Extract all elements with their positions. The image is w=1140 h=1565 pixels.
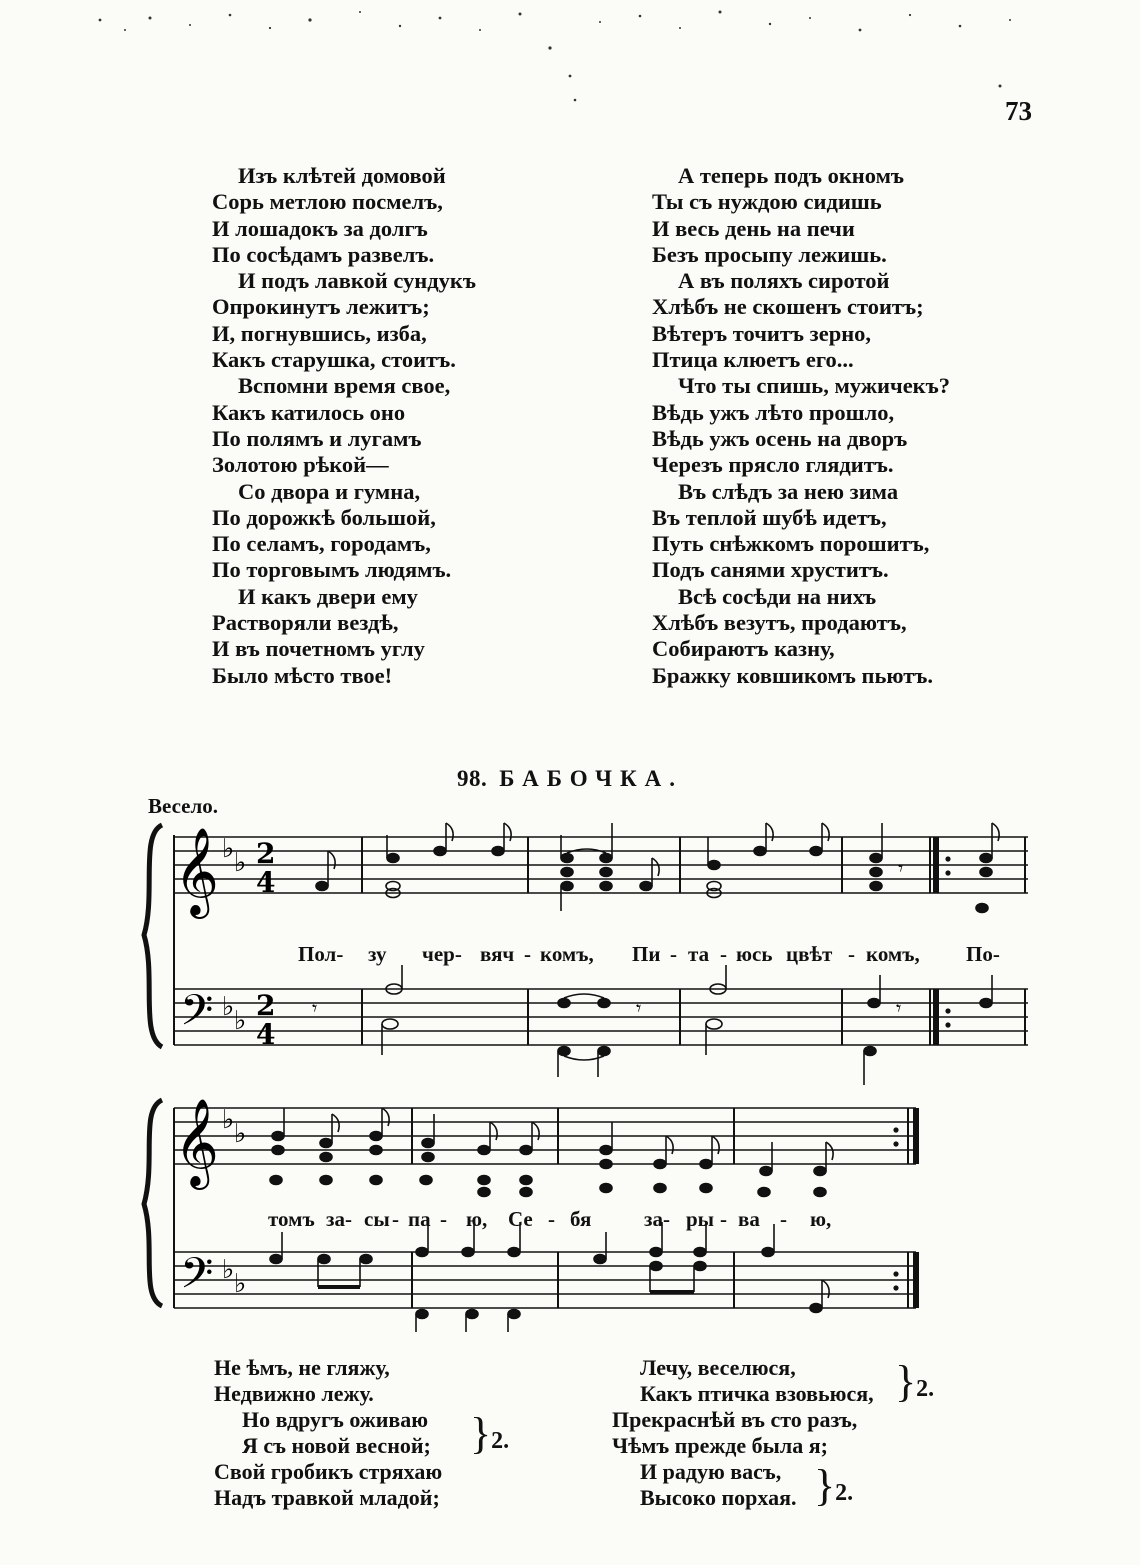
verse-line: Чѣмъ прежде была я; <box>612 1433 828 1458</box>
poem-line: А въ поляхъ сиротой <box>678 268 890 294</box>
poem-line: Со двора и гумна, <box>238 478 421 504</box>
verse-line: Недвижно лежу. <box>214 1381 374 1406</box>
song-title: БАБОЧКА. <box>499 766 684 791</box>
svg-text:-: - <box>720 942 727 966</box>
poem-line: А теперь подъ окномъ <box>678 163 905 188</box>
svg-text:зу: зу <box>368 942 387 966</box>
treble-staff <box>174 1108 916 1164</box>
time-signature <box>256 837 275 1051</box>
poem-line: Вспомни время свое, <box>238 373 451 399</box>
poem-line: Въ слѣдъ за нею зима <box>678 478 899 504</box>
poem-line: Сорь метлою посмелъ, <box>212 189 443 215</box>
verse-line: Надъ травкой младой; <box>214 1485 440 1510</box>
svg-text:бя: бя <box>570 1207 592 1231</box>
poem-line: Вѣдь ужъ лѣто прошло, <box>652 399 895 425</box>
poem-line: Бражку ковшикомъ пьютъ. <box>652 662 934 688</box>
poem-line: Ты съ нуждою сидишь <box>652 189 882 215</box>
svg-text:Пи: Пи <box>632 942 661 966</box>
page-number: 73 <box>1005 96 1032 126</box>
poem-line: Было мѣсто твое! <box>212 662 393 688</box>
svg-text:Се: Се <box>508 1207 533 1231</box>
svg-text:та: та <box>688 942 710 966</box>
repeat-brace: }2. <box>895 1357 935 1406</box>
verse-line: Какъ птичка взовьюся, <box>640 1381 874 1406</box>
tempo-marking: Весело. <box>148 794 219 818</box>
verse-line: Свой гробикъ стряхаю <box>214 1459 443 1484</box>
poem-line: По торговымъ людямъ. <box>212 557 452 583</box>
flat-icon: ♭ <box>234 1119 247 1149</box>
flat-icon: ♭ <box>222 1255 235 1285</box>
poem-left-column <box>212 163 476 689</box>
svg-text:ва: ва <box>738 1207 760 1231</box>
svg-text:-: - <box>848 942 855 966</box>
lyrics-line-1 <box>298 942 1000 966</box>
poem-line: Вѣтеръ точитъ зерно, <box>652 320 872 346</box>
system-brace <box>144 1100 162 1306</box>
poem-line: И въ почетномъ углу <box>212 636 425 662</box>
repeat-brace: }2. <box>470 1409 510 1458</box>
bass-staff <box>174 1252 916 1308</box>
svg-text:комъ,: комъ, <box>540 942 594 966</box>
flat-icon: ♭ <box>222 992 235 1022</box>
poem-line: Путь снѣжкомъ порошитъ, <box>652 531 930 557</box>
svg-text:томъ: томъ <box>268 1207 315 1231</box>
song-heading <box>0 766 1140 792</box>
bass-notes <box>270 1222 829 1332</box>
svg-text:Пол-: Пол- <box>298 942 344 966</box>
rest-icon: 𝄾 <box>896 996 902 1020</box>
svg-text:-: - <box>780 1207 787 1231</box>
flat-icon: ♭ <box>234 1006 247 1036</box>
poem-line: Что ты спишь, мужичекъ? <box>678 373 951 399</box>
svg-text:ю,: ю, <box>810 1207 832 1231</box>
poem-line: Въ теплой шубѣ идетъ, <box>652 504 887 530</box>
verse-line: Лечу, веселюся, <box>640 1355 796 1380</box>
verse-line: И радую васъ, <box>640 1459 782 1484</box>
svg-text:чер-: чер- <box>422 942 462 966</box>
repeat-barline <box>930 837 951 1045</box>
poem-line: Вѣдь ужъ осень на дворъ <box>652 425 908 451</box>
svg-text:-: - <box>440 1207 447 1231</box>
verse-line: Высоко порхая. <box>640 1485 797 1510</box>
poem-line: По дорожкѣ большой, <box>212 504 436 530</box>
rest-icon: 𝄾 <box>898 856 904 880</box>
poem-line: Всѣ сосѣди на нихъ <box>678 583 877 609</box>
poem-line: По селамъ, городамъ, <box>212 531 431 557</box>
flat-icon: ♭ <box>234 1269 247 1299</box>
song-number: 98. <box>456 766 488 791</box>
svg-text:4: 4 <box>256 866 276 899</box>
poem-line: Птица клюетъ его... <box>652 347 854 373</box>
poem-line: Черезъ прясло глядитъ. <box>652 452 894 478</box>
barlines <box>362 837 1025 1045</box>
svg-text:-: - <box>524 942 531 966</box>
poem-line: Собираютъ казну, <box>652 636 835 662</box>
system-brace <box>144 825 162 1047</box>
poem-line: И лошадокъ за долгъ <box>212 215 428 241</box>
scan-noise <box>80 0 1080 110</box>
svg-text:2: 2 <box>256 989 276 1022</box>
poem-line: И весь день на печи <box>652 215 855 241</box>
poem-line: Опрокинутъ лежитъ; <box>212 294 430 320</box>
poem-line: Какъ катилось оно <box>212 399 406 425</box>
poem-line: Изъ клѣтей домовой <box>238 163 446 188</box>
poem-line: Растворяли вездѣ, <box>212 610 399 636</box>
poem-line: И подъ лавкой сундукъ <box>238 268 476 294</box>
poem-line: Хлѣбъ не скошенъ стоитъ; <box>652 294 924 320</box>
poem-right-column <box>652 163 950 689</box>
repeat-brace: }2. <box>814 1461 854 1510</box>
svg-text:2: 2 <box>256 837 276 870</box>
poem-line: По полямъ и лугамъ <box>212 425 422 451</box>
svg-text:По-: По- <box>966 942 1000 966</box>
verse-line: Не ѣмъ, не гляжу, <box>214 1355 390 1380</box>
bass-notes <box>382 965 992 1085</box>
flat-icon: ♭ <box>222 834 235 864</box>
svg-text:-: - <box>670 942 677 966</box>
poem-line: Хлѣбъ везутъ, продаютъ, <box>652 610 907 636</box>
poem-line: По сосѣдамъ развелъ. <box>212 241 435 267</box>
svg-text:вяч: вяч <box>480 942 515 966</box>
svg-text:-: - <box>548 1207 555 1231</box>
verses-left <box>214 1355 442 1511</box>
svg-text:-: - <box>392 1207 399 1231</box>
rest-icon: 𝄾 <box>312 996 318 1020</box>
svg-text:за-: за- <box>326 1207 352 1231</box>
treble-clef-icon: 𝄞 <box>174 1097 219 1186</box>
svg-text:4: 4 <box>256 1018 276 1051</box>
svg-text:сы: сы <box>364 1207 390 1231</box>
svg-text:юсь: юсь <box>736 942 773 966</box>
verse-line: Я съ новой весной; <box>242 1433 431 1458</box>
treble-clef-icon: 𝄞 <box>174 826 219 915</box>
music-system-1 <box>130 815 1050 1090</box>
svg-text:-: - <box>720 1207 727 1231</box>
svg-text:па: па <box>408 1207 431 1231</box>
flat-icon: ♭ <box>222 1105 235 1135</box>
rest-icon: 𝄾 <box>636 996 642 1020</box>
final-repeat-barline <box>893 1108 916 1308</box>
bass-clef-icon: 𝄢 <box>180 986 214 1046</box>
poem-line: Какъ старушка, стоитъ. <box>212 347 456 373</box>
poem-line: И какъ двери ему <box>238 583 418 609</box>
poem-line: Подъ санями хруститъ. <box>652 557 889 583</box>
verse-line: Прекраснѣй въ сто разъ, <box>612 1407 858 1432</box>
poem-line: Безъ просыпу лежишь. <box>652 241 887 267</box>
lyrics-line-2 <box>268 1207 831 1231</box>
svg-text:ю,: ю, <box>466 1207 488 1231</box>
poem-line: И, погнувшись, изба, <box>212 320 427 346</box>
svg-text:ры: ры <box>686 1207 715 1231</box>
bass-clef-icon: 𝄢 <box>180 1249 214 1309</box>
flat-icon: ♭ <box>234 848 247 878</box>
svg-text:цвѣт: цвѣт <box>786 942 833 966</box>
svg-text:комъ,: комъ, <box>866 942 920 966</box>
poem-line: Золотою рѣкой— <box>212 452 389 478</box>
music-system-2 <box>130 1092 1050 1332</box>
verse-line: Но вдругъ оживаю <box>242 1407 429 1432</box>
svg-text:за-: за- <box>644 1207 670 1231</box>
